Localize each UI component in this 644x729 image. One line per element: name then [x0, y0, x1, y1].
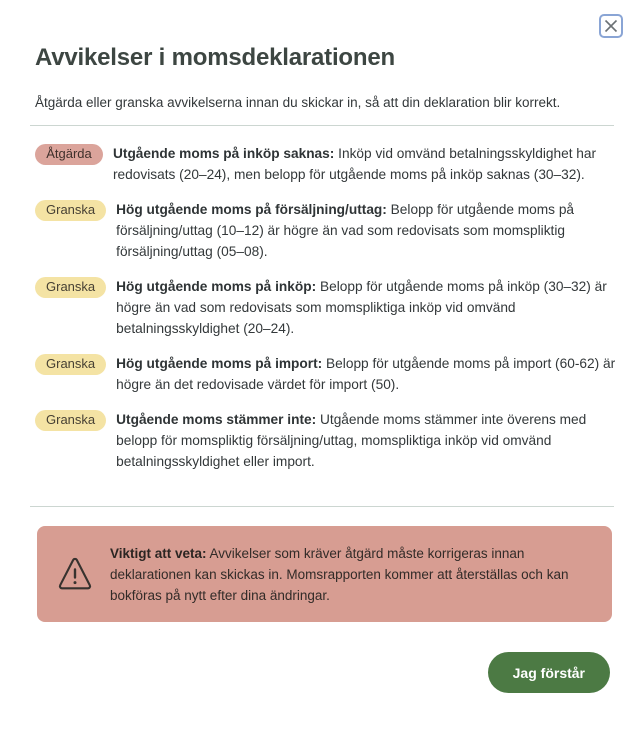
- close-button[interactable]: [599, 14, 623, 38]
- deviation-body: Belopp för utgående moms på försäljning/uttag (10–12) är högre än vad som redovisats som momspliktig försäljning/uttag (05–08).: [116, 202, 575, 259]
- deviation-row-high-output-vat-purchases: [35, 276, 617, 339]
- deviation-description: [116, 199, 617, 262]
- status-badge-review: Granska: [35, 354, 106, 375]
- deviation-list: [35, 143, 617, 472]
- divider-top: [30, 125, 614, 126]
- status-badge-review: Granska: [35, 277, 106, 298]
- dialog-title: Avvikelser i momsdeklarationen: [35, 44, 395, 71]
- deviation-row-output-vat-mismatch: [35, 409, 617, 472]
- deviation-row-high-output-vat-import: [35, 353, 617, 395]
- warning-triangle-icon: [57, 557, 93, 591]
- status-badge-review: Granska: [35, 200, 106, 221]
- deviation-row-missing-output-vat: [35, 143, 617, 185]
- deviation-body: Belopp för utgående moms på inköp (30–32) är högre än vad som redovisats som momspliktiga inköp vid omvänd betalningsskyldighet (20–24).: [116, 279, 607, 336]
- deviation-description: [116, 353, 617, 395]
- divider-bottom: [30, 506, 614, 507]
- deviation-title: Utgående moms på inköp saknas:: [113, 146, 335, 161]
- deviation-row-high-output-vat-sales: [35, 199, 617, 262]
- warning-banner: [37, 526, 612, 622]
- confirm-button[interactable]: Jag förstår: [488, 652, 610, 693]
- deviation-description: [116, 276, 617, 339]
- deviation-description: [113, 143, 617, 185]
- deviation-title: Hög utgående moms på försäljning/uttag:: [116, 202, 387, 217]
- deviation-description: [116, 409, 617, 472]
- warning-body: Avvikelser som kräver åtgärd måste korrigeras innan deklarationen kan skickas in. Momsrapporten kommer att återställas och kan bokföras på nytt efter dina ändringar.: [110, 545, 569, 603]
- deviation-body: Inköp vid omvänd betalningsskyldighet har redovisats (20–24), men belopp för utgående moms på inköp saknas (30–32).: [113, 146, 597, 182]
- status-badge-review: Granska: [35, 410, 106, 431]
- deviation-body: Utgående moms stämmer inte överens med belopp för momspliktig försäljning/uttag, momspliktiga inköp vid omvänd betalningsskyldighet eller import.: [116, 412, 587, 469]
- status-badge-action: Åtgärda: [35, 144, 103, 165]
- close-icon: [603, 18, 619, 34]
- deviation-title: Hög utgående moms på inköp:: [116, 279, 317, 294]
- warning-text: [110, 543, 592, 606]
- deviation-body: Belopp för utgående moms på import (60-62) är högre än det redovisade värdet för import (50).: [116, 356, 616, 392]
- warning-title: Viktigt att veta:: [110, 545, 207, 561]
- dialog-subtitle: Åtgärda eller granska avvikelserna innan du skickar in, så att din deklaration blir korrekt.: [35, 95, 561, 110]
- deviation-title: Utgående moms stämmer inte:: [116, 412, 317, 427]
- deviation-title: Hög utgående moms på import:: [116, 356, 323, 371]
